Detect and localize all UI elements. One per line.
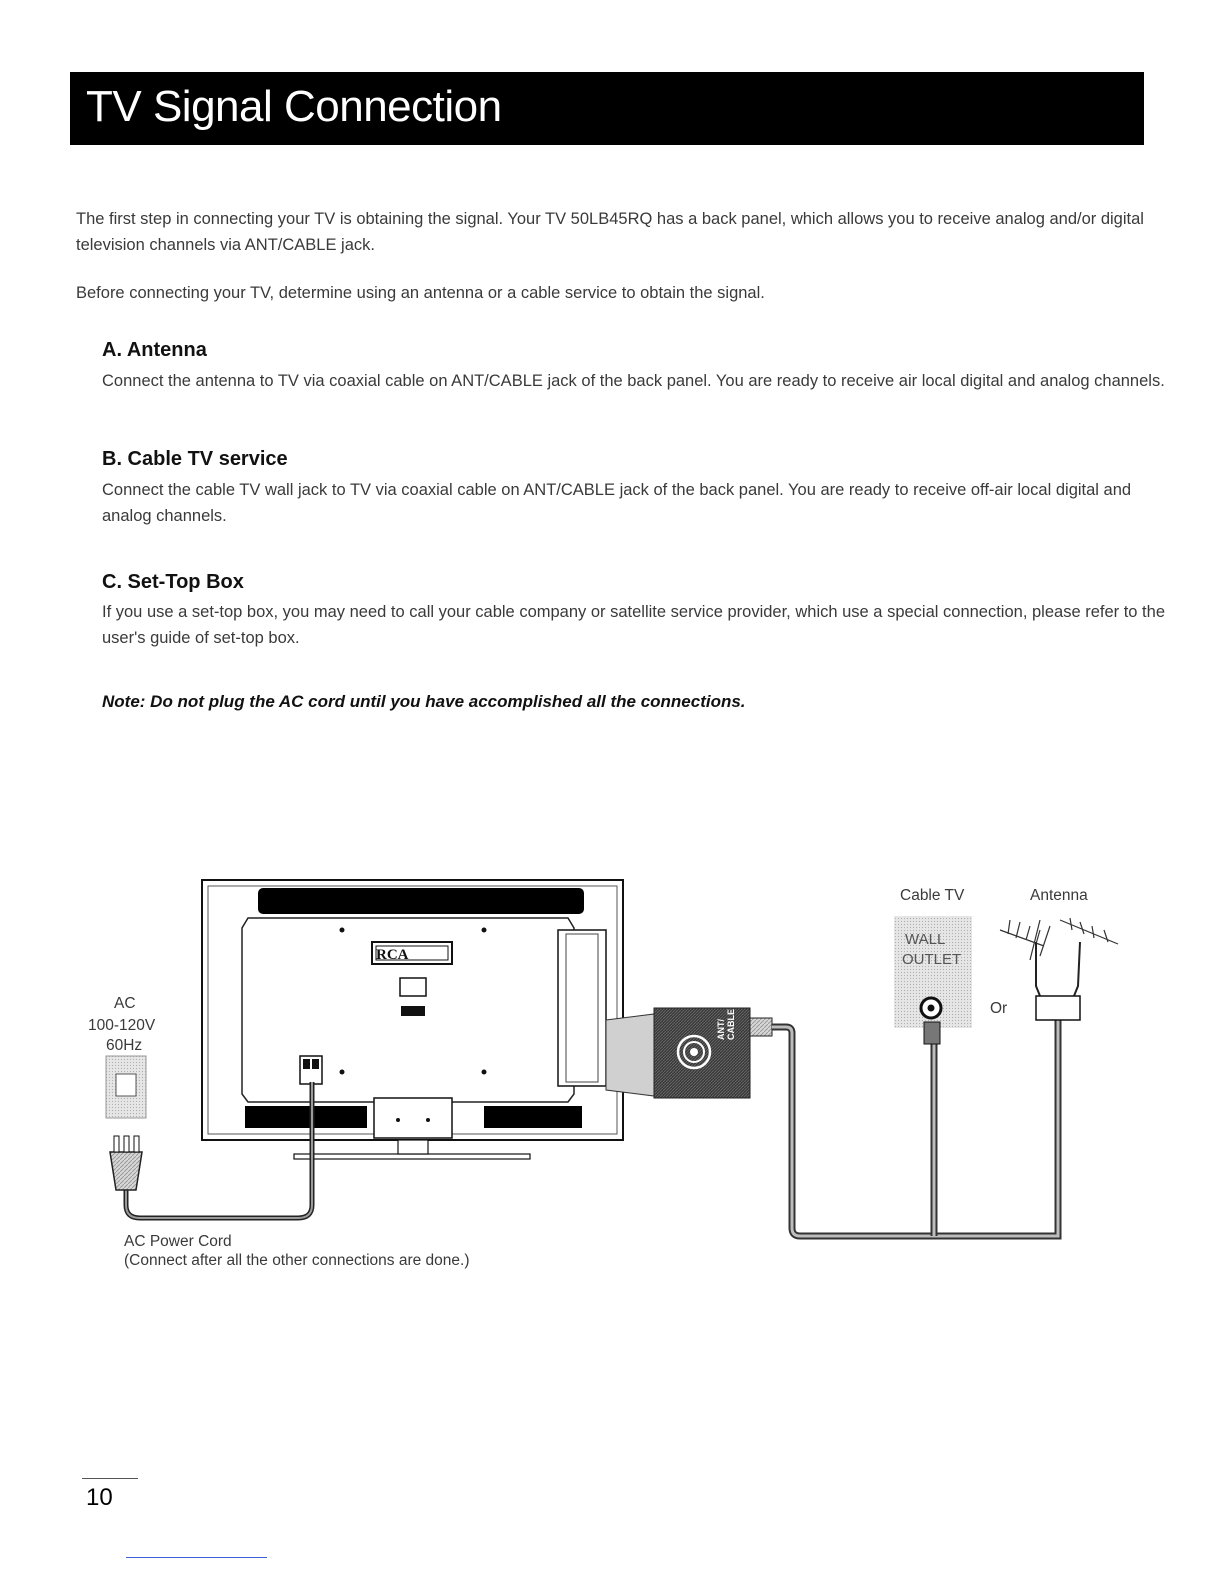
- jack-label-line-2: CABLE: [726, 1009, 736, 1040]
- page-title: TV Signal Connection: [86, 82, 502, 131]
- ant-cable-jack-callout: [606, 1008, 750, 1098]
- or-label: Or: [990, 1000, 1008, 1017]
- ac-voltage-label: 100-120V: [88, 1017, 156, 1034]
- wall-outlet-label-line-1: WALL: [905, 931, 946, 948]
- page-number-rule: [82, 1478, 138, 1479]
- section-body-settop: If you use a set-top box, you may need to call your cable company or satellite service provider, which use a special connection, please refer to the user's guide of set-top box.: [102, 603, 1165, 647]
- page-number: 10: [86, 1484, 113, 1511]
- power-cord-label: AC Power Cord: [124, 1233, 232, 1250]
- section-heading-settop: C. Set-Top Box: [102, 571, 244, 593]
- connection-diagram: [0, 860, 1224, 1300]
- intro-paragraph-2: Before connecting your TV, determine using an antenna or a cable service to obtain the signal.: [76, 284, 765, 302]
- note-text: Note: Do not plug the AC cord until you have accomplished all the connections.: [102, 692, 746, 711]
- section-body-antenna: Connect the antenna to TV via coaxial cable on ANT/CABLE jack of the back panel. You are ready to receive air local digital and analog channels.: [102, 372, 1165, 390]
- rca-logo: RCA: [376, 947, 409, 963]
- section-heading-antenna: A. Antenna: [102, 339, 207, 361]
- cable-tv-label: Cable TV: [900, 887, 965, 904]
- page-title-bar: [70, 72, 1144, 145]
- wall-outlet-label-line-2: OUTLET: [902, 951, 962, 968]
- intro-paragraph-1: The first step in connecting your TV is obtaining the signal. Your TV 50LB45RQ has a back panel, which allows you to receive analog and/or digital television channels via ANT/CABLE jack.: [76, 210, 1144, 254]
- antenna-illustration: [1000, 918, 1118, 1020]
- tv-back-illustration: [202, 880, 623, 1159]
- section-body-cable: Connect the cable TV wall jack to TV via coaxial cable on ANT/CABLE jack of the back panel. You are ready to receive off-air local digital and analog channels.: [102, 481, 1132, 525]
- coax-cable-illustration: [750, 1018, 1058, 1236]
- power-cord-note: (Connect after all the other connections are done.): [124, 1252, 470, 1269]
- ac-frequency-label: 60Hz: [106, 1037, 143, 1054]
- section-heading-cable: B. Cable TV service: [102, 448, 288, 470]
- footer-link-rule: [126, 1557, 267, 1558]
- ac-label: AC: [114, 995, 136, 1012]
- antenna-label: Antenna: [1030, 887, 1088, 904]
- jack-label-line-1: ANT/: [716, 1019, 726, 1040]
